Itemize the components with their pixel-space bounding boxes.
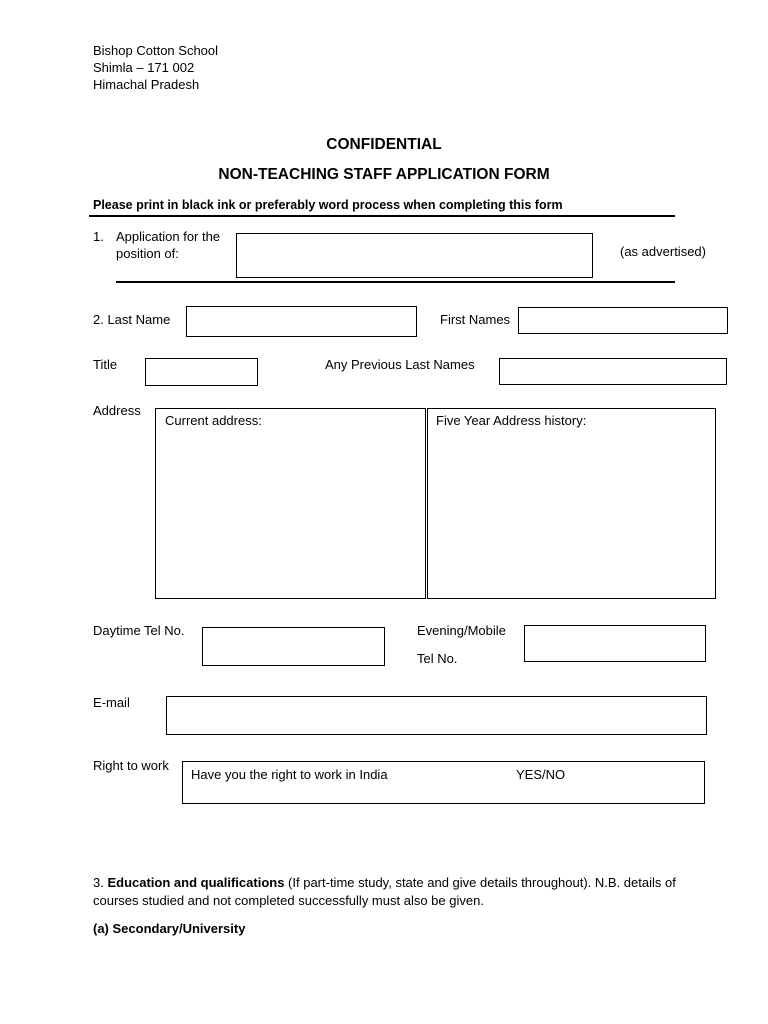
address-history-label: Five Year Address history:	[436, 413, 587, 428]
current-address-input[interactable]	[155, 408, 426, 599]
section-1-underline	[116, 281, 675, 283]
current-address-label: Current address:	[165, 413, 262, 428]
right-to-work-question: Have you the right to work in India	[191, 767, 388, 782]
previous-last-names-label: Any Previous Last Names	[325, 357, 475, 372]
daytime-tel-label: Daytime Tel No.	[93, 623, 185, 638]
email-input[interactable]	[166, 696, 707, 735]
position-label-line1: Application for the	[116, 229, 221, 244]
section-3-text: (If part-time study, state and give details throughout). N.B. details of	[284, 875, 676, 890]
section-3-heading	[93, 874, 676, 891]
last-name-label: 2. Last Name	[93, 312, 171, 327]
evening-tel-label-line1: Evening/Mobile	[417, 623, 506, 638]
title-label: Title	[93, 357, 118, 372]
daytime-tel-input[interactable]	[202, 627, 385, 666]
first-names-label: First Names	[440, 312, 511, 327]
section-3-number: 3.	[93, 875, 104, 890]
confidential-heading: CONFIDENTIAL	[326, 136, 442, 153]
instruction-text: Please print in black ink or preferably word process when completing this form	[93, 198, 563, 212]
right-to-work-label: Right to work	[93, 758, 169, 773]
address-label: Address	[93, 403, 141, 418]
school-state: Himachal Pradesh	[93, 77, 200, 92]
school-city: Shimla – 171 002	[93, 60, 195, 75]
previous-last-names-input[interactable]	[499, 358, 727, 385]
email-label: E-mail	[93, 695, 130, 710]
yes-no-options: YES/NO	[516, 767, 566, 782]
section-3-text-line2: courses studied and not completed successfully must also be given.	[93, 893, 484, 908]
evening-tel-input[interactable]	[524, 625, 706, 662]
school-name: Bishop Cotton School	[93, 43, 219, 58]
as-advertised-note: (as advertised)	[620, 244, 706, 259]
right-to-work-input[interactable]	[182, 761, 705, 804]
instruction-underline	[89, 215, 675, 217]
form-title: NON-TEACHING STAFF APPLICATION FORM	[218, 166, 550, 183]
position-label-line2: position of:	[116, 246, 179, 261]
address-history-input[interactable]	[427, 408, 716, 599]
last-name-input[interactable]	[186, 306, 417, 337]
section-3-title: Education and qualifications	[107, 875, 285, 890]
evening-tel-label-line2: Tel No.	[417, 651, 458, 666]
section-1-number: 1.	[93, 229, 104, 244]
first-names-input[interactable]	[518, 307, 728, 334]
subsection-a-heading: (a) Secondary/University	[93, 921, 246, 936]
position-input[interactable]	[236, 233, 593, 278]
title-input[interactable]	[145, 358, 258, 386]
